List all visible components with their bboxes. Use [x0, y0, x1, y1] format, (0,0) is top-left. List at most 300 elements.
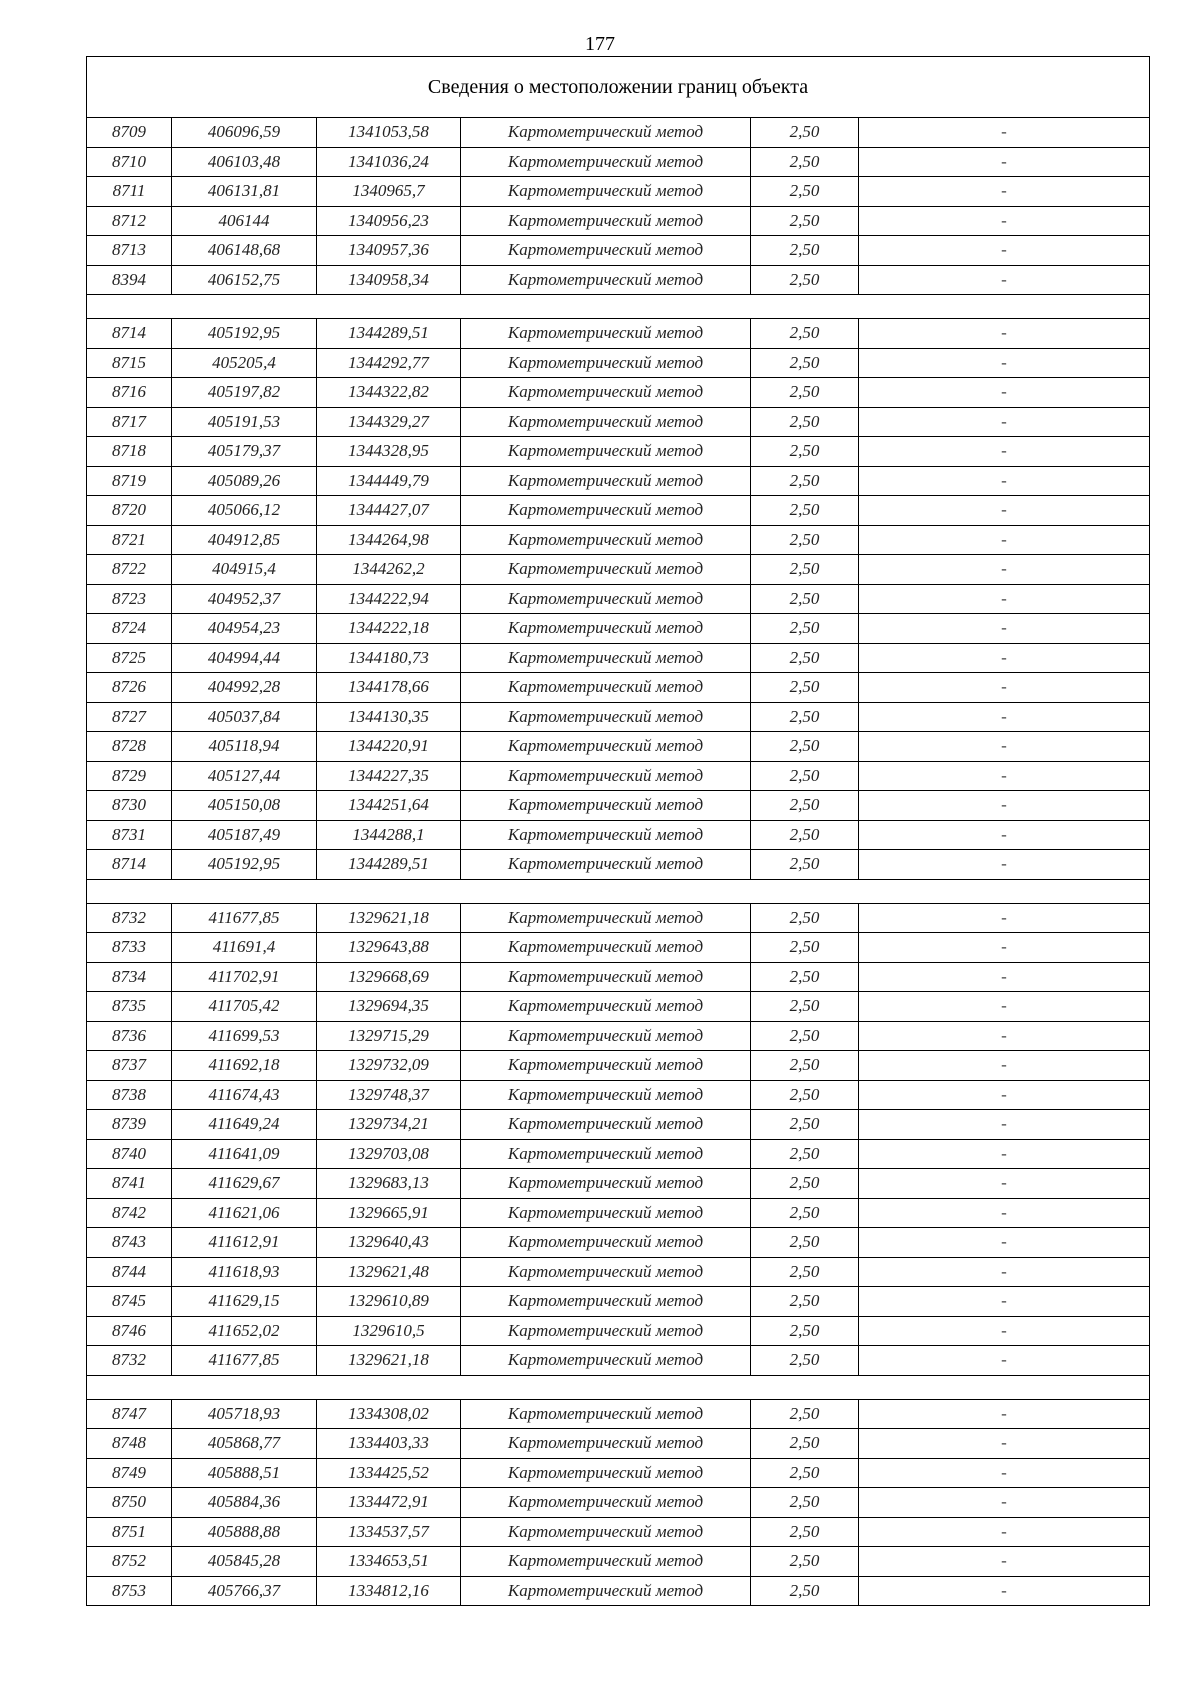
method-cell: Картометрический метод: [461, 962, 751, 992]
point-number-cell: 8727: [87, 702, 172, 732]
point-number-cell: 8721: [87, 525, 172, 555]
point-number-cell: 8732: [87, 1346, 172, 1376]
point-number-cell: 8749: [87, 1458, 172, 1488]
description-cell: -: [859, 732, 1150, 762]
x-coordinate-cell: 406144: [172, 206, 317, 236]
accuracy-cell: 2,50: [751, 265, 859, 295]
point-number-cell: 8711: [87, 177, 172, 207]
table-row: [87, 378, 1150, 408]
point-number-cell: 8394: [87, 265, 172, 295]
y-coordinate-cell: 1329732,09: [317, 1051, 461, 1081]
accuracy-cell: 2,50: [751, 236, 859, 266]
group-separator-cell: [87, 879, 1150, 903]
accuracy-cell: 2,50: [751, 466, 859, 496]
accuracy-cell: 2,50: [751, 1228, 859, 1258]
description-cell: -: [859, 820, 1150, 850]
description-cell: -: [859, 1488, 1150, 1518]
table-row: [87, 319, 1150, 349]
accuracy-cell: 2,50: [751, 1517, 859, 1547]
method-cell: Картометрический метод: [461, 236, 751, 266]
method-cell: Картометрический метод: [461, 265, 751, 295]
table-row: [87, 407, 1150, 437]
accuracy-cell: 2,50: [751, 555, 859, 585]
table-row: [87, 903, 1150, 933]
method-cell: Картометрический метод: [461, 1169, 751, 1199]
table-row: [87, 177, 1150, 207]
point-number-cell: 8714: [87, 850, 172, 880]
method-cell: Картометрический метод: [461, 791, 751, 821]
point-number-cell: 8719: [87, 466, 172, 496]
y-coordinate-cell: 1344289,51: [317, 319, 461, 349]
table-row: [87, 1316, 1150, 1346]
x-coordinate-cell: 405089,26: [172, 466, 317, 496]
table-row: [87, 761, 1150, 791]
x-coordinate-cell: 411677,85: [172, 903, 317, 933]
accuracy-cell: 2,50: [751, 177, 859, 207]
table-row: [87, 933, 1150, 963]
point-number-cell: 8739: [87, 1110, 172, 1140]
description-cell: -: [859, 177, 1150, 207]
method-cell: Картометрический метод: [461, 555, 751, 585]
table-row: [87, 1169, 1150, 1199]
description-cell: -: [859, 348, 1150, 378]
y-coordinate-cell: 1334653,51: [317, 1547, 461, 1577]
boundary-table-body: [87, 57, 1150, 1606]
x-coordinate-cell: 404952,37: [172, 584, 317, 614]
point-number-cell: 8742: [87, 1198, 172, 1228]
description-cell: -: [859, 1316, 1150, 1346]
table-row: [87, 466, 1150, 496]
accuracy-cell: 2,50: [751, 933, 859, 963]
method-cell: Картометрический метод: [461, 1547, 751, 1577]
x-coordinate-cell: 405197,82: [172, 378, 317, 408]
point-number-cell: 8717: [87, 407, 172, 437]
method-cell: Картометрический метод: [461, 177, 751, 207]
y-coordinate-cell: 1344328,95: [317, 437, 461, 467]
method-cell: Картометрический метод: [461, 1139, 751, 1169]
table-row: [87, 118, 1150, 148]
point-number-cell: 8720: [87, 496, 172, 526]
description-cell: -: [859, 643, 1150, 673]
x-coordinate-cell: 411691,4: [172, 933, 317, 963]
y-coordinate-cell: 1344329,27: [317, 407, 461, 437]
y-coordinate-cell: 1341036,24: [317, 147, 461, 177]
y-coordinate-cell: 1329621,48: [317, 1257, 461, 1287]
y-coordinate-cell: 1329703,08: [317, 1139, 461, 1169]
point-number-cell: 8743: [87, 1228, 172, 1258]
point-number-cell: 8712: [87, 206, 172, 236]
table-row: [87, 584, 1150, 614]
method-cell: Картометрический метод: [461, 1080, 751, 1110]
accuracy-cell: 2,50: [751, 1488, 859, 1518]
y-coordinate-cell: 1329668,69: [317, 962, 461, 992]
y-coordinate-cell: 1344222,94: [317, 584, 461, 614]
y-coordinate-cell: 1340957,36: [317, 236, 461, 266]
description-cell: -: [859, 1547, 1150, 1577]
method-cell: Картометрический метод: [461, 147, 751, 177]
table-row: [87, 496, 1150, 526]
accuracy-cell: 2,50: [751, 962, 859, 992]
description-cell: -: [859, 525, 1150, 555]
accuracy-cell: 2,50: [751, 378, 859, 408]
group-separator-row: [87, 1375, 1150, 1399]
method-cell: Картометрический метод: [461, 1488, 751, 1518]
description-cell: -: [859, 1287, 1150, 1317]
accuracy-cell: 2,50: [751, 584, 859, 614]
method-cell: Картометрический метод: [461, 903, 751, 933]
table-row: [87, 147, 1150, 177]
y-coordinate-cell: 1329610,5: [317, 1316, 461, 1346]
description-cell: -: [859, 1517, 1150, 1547]
x-coordinate-cell: 405845,28: [172, 1547, 317, 1577]
table-row: [87, 1576, 1150, 1606]
table-row: [87, 1547, 1150, 1577]
x-coordinate-cell: 404994,44: [172, 643, 317, 673]
table-row: [87, 614, 1150, 644]
method-cell: Картометрический метод: [461, 118, 751, 148]
y-coordinate-cell: 1344427,07: [317, 496, 461, 526]
method-cell: Картометрический метод: [461, 820, 751, 850]
table-row: [87, 265, 1150, 295]
description-cell: -: [859, 1458, 1150, 1488]
x-coordinate-cell: 404912,85: [172, 525, 317, 555]
method-cell: Картометрический метод: [461, 1257, 751, 1287]
accuracy-cell: 2,50: [751, 1458, 859, 1488]
y-coordinate-cell: 1334472,91: [317, 1488, 461, 1518]
description-cell: -: [859, 265, 1150, 295]
method-cell: Картометрический метод: [461, 348, 751, 378]
method-cell: Картометрический метод: [461, 933, 751, 963]
method-cell: Картометрический метод: [461, 1316, 751, 1346]
point-number-cell: 8737: [87, 1051, 172, 1081]
point-number-cell: 8738: [87, 1080, 172, 1110]
x-coordinate-cell: 405187,49: [172, 820, 317, 850]
point-number-cell: 8750: [87, 1488, 172, 1518]
point-number-cell: 8747: [87, 1399, 172, 1429]
description-cell: -: [859, 1399, 1150, 1429]
x-coordinate-cell: 405066,12: [172, 496, 317, 526]
x-coordinate-cell: 405179,37: [172, 437, 317, 467]
method-cell: Картометрический метод: [461, 614, 751, 644]
table-row: [87, 1051, 1150, 1081]
x-coordinate-cell: 405718,93: [172, 1399, 317, 1429]
x-coordinate-cell: 405868,77: [172, 1429, 317, 1459]
x-coordinate-cell: 404954,23: [172, 614, 317, 644]
x-coordinate-cell: 411641,09: [172, 1139, 317, 1169]
y-coordinate-cell: 1334537,57: [317, 1517, 461, 1547]
method-cell: Картометрический метод: [461, 319, 751, 349]
x-coordinate-cell: 405118,94: [172, 732, 317, 762]
method-cell: Картометрический метод: [461, 1399, 751, 1429]
accuracy-cell: 2,50: [751, 118, 859, 148]
page-number: 177: [585, 33, 615, 55]
method-cell: Картометрический метод: [461, 1517, 751, 1547]
table-row: [87, 236, 1150, 266]
point-number-cell: 8716: [87, 378, 172, 408]
accuracy-cell: 2,50: [751, 1399, 859, 1429]
description-cell: -: [859, 1021, 1150, 1051]
description-cell: -: [859, 1198, 1150, 1228]
y-coordinate-cell: 1344322,82: [317, 378, 461, 408]
table-row: [87, 850, 1150, 880]
description-cell: -: [859, 206, 1150, 236]
accuracy-cell: 2,50: [751, 1110, 859, 1140]
method-cell: Картометрический метод: [461, 1021, 751, 1051]
point-number-cell: 8748: [87, 1429, 172, 1459]
y-coordinate-cell: 1329621,18: [317, 1346, 461, 1376]
description-cell: -: [859, 1346, 1150, 1376]
method-cell: Картометрический метод: [461, 525, 751, 555]
table-row: [87, 1257, 1150, 1287]
point-number-cell: 8746: [87, 1316, 172, 1346]
x-coordinate-cell: 405205,4: [172, 348, 317, 378]
description-cell: -: [859, 1110, 1150, 1140]
point-number-cell: 8751: [87, 1517, 172, 1547]
accuracy-cell: 2,50: [751, 850, 859, 880]
accuracy-cell: 2,50: [751, 643, 859, 673]
description-cell: -: [859, 992, 1150, 1022]
method-cell: Картометрический метод: [461, 437, 751, 467]
x-coordinate-cell: 411618,93: [172, 1257, 317, 1287]
y-coordinate-cell: 1344178,66: [317, 673, 461, 703]
table-row: [87, 1346, 1150, 1376]
accuracy-cell: 2,50: [751, 1547, 859, 1577]
y-coordinate-cell: 1344449,79: [317, 466, 461, 496]
description-cell: -: [859, 1429, 1150, 1459]
description-cell: -: [859, 236, 1150, 266]
table-row: [87, 1228, 1150, 1258]
y-coordinate-cell: 1344264,98: [317, 525, 461, 555]
table-row: [87, 1287, 1150, 1317]
accuracy-cell: 2,50: [751, 1139, 859, 1169]
group-separator-cell: [87, 295, 1150, 319]
x-coordinate-cell: 404992,28: [172, 673, 317, 703]
method-cell: Картометрический метод: [461, 1110, 751, 1140]
point-number-cell: 8735: [87, 992, 172, 1022]
accuracy-cell: 2,50: [751, 992, 859, 1022]
x-coordinate-cell: 411674,43: [172, 1080, 317, 1110]
method-cell: Картометрический метод: [461, 643, 751, 673]
method-cell: Картометрический метод: [461, 1287, 751, 1317]
point-number-cell: 8744: [87, 1257, 172, 1287]
y-coordinate-cell: 1341053,58: [317, 118, 461, 148]
accuracy-cell: 2,50: [751, 1576, 859, 1606]
y-coordinate-cell: 1344288,1: [317, 820, 461, 850]
y-coordinate-cell: 1344251,64: [317, 791, 461, 821]
method-cell: Картометрический метод: [461, 1576, 751, 1606]
table-row: [87, 1080, 1150, 1110]
y-coordinate-cell: 1329640,43: [317, 1228, 461, 1258]
table-row: [87, 1458, 1150, 1488]
table-row: [87, 820, 1150, 850]
x-coordinate-cell: 411699,53: [172, 1021, 317, 1051]
point-number-cell: 8714: [87, 319, 172, 349]
point-number-cell: 8724: [87, 614, 172, 644]
point-number-cell: 8715: [87, 348, 172, 378]
point-number-cell: 8736: [87, 1021, 172, 1051]
accuracy-cell: 2,50: [751, 1080, 859, 1110]
y-coordinate-cell: 1340965,7: [317, 177, 461, 207]
x-coordinate-cell: 405191,53: [172, 407, 317, 437]
table-row: [87, 555, 1150, 585]
table-row: [87, 992, 1150, 1022]
table-row: [87, 348, 1150, 378]
y-coordinate-cell: 1344262,2: [317, 555, 461, 585]
description-cell: -: [859, 118, 1150, 148]
table-row: [87, 1198, 1150, 1228]
point-number-cell: 8725: [87, 643, 172, 673]
y-coordinate-cell: 1344292,77: [317, 348, 461, 378]
point-number-cell: 8732: [87, 903, 172, 933]
x-coordinate-cell: 411621,06: [172, 1198, 317, 1228]
table-row: [87, 791, 1150, 821]
accuracy-cell: 2,50: [751, 1257, 859, 1287]
description-cell: -: [859, 584, 1150, 614]
accuracy-cell: 2,50: [751, 437, 859, 467]
accuracy-cell: 2,50: [751, 1346, 859, 1376]
description-cell: -: [859, 1051, 1150, 1081]
point-number-cell: 8729: [87, 761, 172, 791]
y-coordinate-cell: 1344227,35: [317, 761, 461, 791]
description-cell: -: [859, 791, 1150, 821]
x-coordinate-cell: 404915,4: [172, 555, 317, 585]
description-cell: -: [859, 1169, 1150, 1199]
accuracy-cell: 2,50: [751, 903, 859, 933]
method-cell: Картометрический метод: [461, 673, 751, 703]
x-coordinate-cell: 406103,48: [172, 147, 317, 177]
table-title-row: [87, 57, 1150, 118]
method-cell: Картометрический метод: [461, 1228, 751, 1258]
accuracy-cell: 2,50: [751, 702, 859, 732]
group-separator-cell: [87, 1375, 1150, 1399]
y-coordinate-cell: 1344220,91: [317, 732, 461, 762]
point-number-cell: 8741: [87, 1169, 172, 1199]
description-cell: -: [859, 1139, 1150, 1169]
table-row: [87, 673, 1150, 703]
x-coordinate-cell: 411692,18: [172, 1051, 317, 1081]
accuracy-cell: 2,50: [751, 791, 859, 821]
method-cell: Картометрический метод: [461, 992, 751, 1022]
point-number-cell: 8710: [87, 147, 172, 177]
point-number-cell: 8731: [87, 820, 172, 850]
description-cell: -: [859, 1080, 1150, 1110]
point-number-cell: 8733: [87, 933, 172, 963]
description-cell: -: [859, 903, 1150, 933]
method-cell: Картометрический метод: [461, 584, 751, 614]
y-coordinate-cell: 1334403,33: [317, 1429, 461, 1459]
point-number-cell: 8713: [87, 236, 172, 266]
y-coordinate-cell: 1329621,18: [317, 903, 461, 933]
accuracy-cell: 2,50: [751, 525, 859, 555]
y-coordinate-cell: 1329610,89: [317, 1287, 461, 1317]
point-number-cell: 8723: [87, 584, 172, 614]
y-coordinate-cell: 1329748,37: [317, 1080, 461, 1110]
accuracy-cell: 2,50: [751, 1051, 859, 1081]
x-coordinate-cell: 411612,91: [172, 1228, 317, 1258]
x-coordinate-cell: 411677,85: [172, 1346, 317, 1376]
description-cell: -: [859, 702, 1150, 732]
method-cell: Картометрический метод: [461, 1051, 751, 1081]
table-row: [87, 437, 1150, 467]
description-cell: -: [859, 555, 1150, 585]
description-cell: -: [859, 407, 1150, 437]
x-coordinate-cell: 405150,08: [172, 791, 317, 821]
x-coordinate-cell: 411702,91: [172, 962, 317, 992]
method-cell: Картометрический метод: [461, 1429, 751, 1459]
method-cell: Картометрический метод: [461, 407, 751, 437]
point-number-cell: 8730: [87, 791, 172, 821]
y-coordinate-cell: 1329643,88: [317, 933, 461, 963]
accuracy-cell: 2,50: [751, 1169, 859, 1199]
accuracy-cell: 2,50: [751, 820, 859, 850]
x-coordinate-cell: 406096,59: [172, 118, 317, 148]
x-coordinate-cell: 405884,36: [172, 1488, 317, 1518]
accuracy-cell: 2,50: [751, 1287, 859, 1317]
x-coordinate-cell: 405766,37: [172, 1576, 317, 1606]
point-number-cell: 8722: [87, 555, 172, 585]
table-row: [87, 206, 1150, 236]
description-cell: -: [859, 933, 1150, 963]
method-cell: Картометрический метод: [461, 1458, 751, 1488]
accuracy-cell: 2,50: [751, 206, 859, 236]
description-cell: -: [859, 673, 1150, 703]
method-cell: Картометрический метод: [461, 761, 751, 791]
boundary-table: [86, 56, 1150, 1606]
table-row: [87, 1517, 1150, 1547]
y-coordinate-cell: 1344222,18: [317, 614, 461, 644]
y-coordinate-cell: 1329683,13: [317, 1169, 461, 1199]
x-coordinate-cell: 411652,02: [172, 1316, 317, 1346]
y-coordinate-cell: 1344289,51: [317, 850, 461, 880]
description-cell: -: [859, 147, 1150, 177]
table-row: [87, 1429, 1150, 1459]
point-number-cell: 8734: [87, 962, 172, 992]
y-coordinate-cell: 1344130,35: [317, 702, 461, 732]
x-coordinate-cell: 411649,24: [172, 1110, 317, 1140]
x-coordinate-cell: 405037,84: [172, 702, 317, 732]
method-cell: Картометрический метод: [461, 206, 751, 236]
accuracy-cell: 2,50: [751, 673, 859, 703]
point-number-cell: 8740: [87, 1139, 172, 1169]
y-coordinate-cell: 1344180,73: [317, 643, 461, 673]
table-row: [87, 525, 1150, 555]
method-cell: Картометрический метод: [461, 496, 751, 526]
accuracy-cell: 2,50: [751, 147, 859, 177]
description-cell: -: [859, 437, 1150, 467]
table-row: [87, 962, 1150, 992]
point-number-cell: 8726: [87, 673, 172, 703]
table-row: [87, 1139, 1150, 1169]
description-cell: -: [859, 761, 1150, 791]
x-coordinate-cell: 411705,42: [172, 992, 317, 1022]
accuracy-cell: 2,50: [751, 1021, 859, 1051]
accuracy-cell: 2,50: [751, 407, 859, 437]
group-separator-row: [87, 879, 1150, 903]
x-coordinate-cell: 405888,88: [172, 1517, 317, 1547]
description-cell: -: [859, 962, 1150, 992]
x-coordinate-cell: 411629,15: [172, 1287, 317, 1317]
point-number-cell: 8752: [87, 1547, 172, 1577]
description-cell: -: [859, 319, 1150, 349]
table-row: [87, 1021, 1150, 1051]
method-cell: Картометрический метод: [461, 732, 751, 762]
y-coordinate-cell: 1334425,52: [317, 1458, 461, 1488]
description-cell: -: [859, 614, 1150, 644]
accuracy-cell: 2,50: [751, 496, 859, 526]
x-coordinate-cell: 406152,75: [172, 265, 317, 295]
group-separator-row: [87, 295, 1150, 319]
accuracy-cell: 2,50: [751, 319, 859, 349]
